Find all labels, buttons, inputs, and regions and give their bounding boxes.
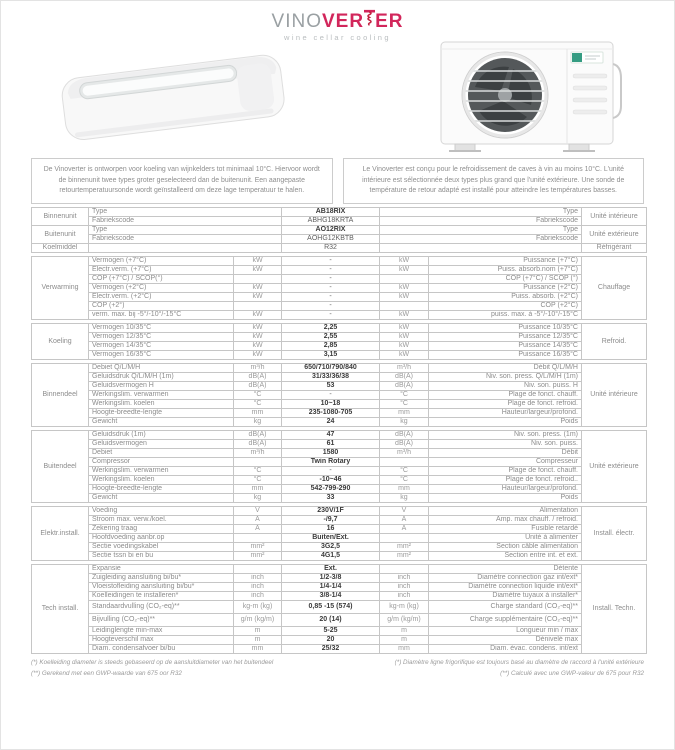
section-label-nl: Elektr.install.: [32, 507, 89, 561]
param-label-fr: Diamètre connection gaz int/ext*: [429, 574, 582, 583]
param-value: 10~18: [282, 400, 380, 409]
unit-fr: kW: [380, 324, 429, 333]
param-label-nl: COP (+2°): [89, 302, 234, 311]
param-value: Ext.: [282, 565, 380, 574]
param-label-fr: Type: [380, 226, 582, 235]
unit-fr: A: [380, 525, 429, 534]
unit-nl: kW: [234, 257, 282, 266]
param-label-nl: Werkingslim. koelen: [89, 400, 234, 409]
param-label-fr: Poids: [429, 418, 582, 427]
param-label-nl: Geluidsvermogen H: [89, 382, 234, 391]
unit-fr: °C: [380, 476, 429, 485]
param-label-fr: Détente: [429, 565, 582, 574]
param-label-nl: Gewicht: [89, 418, 234, 427]
unit-fr: kW: [380, 333, 429, 342]
param-value: -: [282, 284, 380, 293]
unit-fr: m: [380, 636, 429, 645]
param-value: 24: [282, 418, 380, 427]
section-label-fr: Unité extérieure: [582, 431, 647, 503]
unit-nl: mm: [234, 409, 282, 418]
param-label-nl: Fabriekscode: [89, 217, 282, 226]
unit-fr: °C: [380, 467, 429, 476]
param-value: -10~46: [282, 476, 380, 485]
unit-fr: kW: [380, 342, 429, 351]
param-label-nl: Koelleidingen te installeren*: [89, 592, 234, 601]
unit-fr: mm: [380, 645, 429, 654]
unit-fr: dB(A): [380, 382, 429, 391]
param-label-nl: Zekering traag: [89, 525, 234, 534]
param-label-nl: [89, 244, 282, 253]
param-label-nl: Compressor: [89, 458, 234, 467]
param-label-fr: Type: [380, 208, 582, 217]
param-label-fr: Section entre int. et ext.: [429, 552, 582, 561]
param-label-nl: Debiet: [89, 449, 234, 458]
unit-fr: [380, 534, 429, 543]
param-label-nl: verm. max. bij -5°/-10°/-15°C: [89, 311, 234, 320]
param-label-nl: Expansie: [89, 565, 234, 574]
footnote-line: (*) Koelleiding diameter is steeds gebaseerd op de aansluitdiameter van het buitendeel: [31, 659, 274, 666]
param-label-fr: Diamètre connection liquide int/ext*: [429, 583, 582, 592]
unit-nl: kg: [234, 418, 282, 427]
param-label-fr: Fusible retardé: [429, 525, 582, 534]
unit-nl: kW: [234, 342, 282, 351]
unit-nl: m³/h: [234, 364, 282, 373]
param-value: Twin Rotary: [282, 458, 380, 467]
param-value: AOHG12KBTB: [282, 235, 380, 244]
unit-nl: inch: [234, 592, 282, 601]
unit-nl: °C: [234, 391, 282, 400]
spec-section-table: [31, 323, 647, 360]
param-value: 542-799-290: [282, 485, 380, 494]
footnotes-dutch: [31, 657, 273, 680]
unit-nl: [234, 458, 282, 467]
unit-nl: dB(A): [234, 373, 282, 382]
unit-nl: [234, 302, 282, 311]
unit-fr: kW: [380, 257, 429, 266]
unit-nl: A: [234, 516, 282, 525]
unit-nl: kg: [234, 494, 282, 503]
unit-fr: kW: [380, 284, 429, 293]
param-value: 2,55: [282, 333, 380, 342]
product-images: [31, 35, 644, 155]
intro-section: [31, 158, 644, 204]
param-label-fr: Diamètre tuyaux à installer*: [429, 592, 582, 601]
param-value: 3/8-1/4: [282, 592, 380, 601]
param-value: AB18RIX: [282, 208, 380, 217]
param-label-fr: COP (+7°C) / SCOP (°): [429, 275, 582, 284]
param-value: -: [282, 266, 380, 275]
param-label-fr: Dénivelé max: [429, 636, 582, 645]
unit-fr: V: [380, 507, 429, 516]
param-value: -: [282, 302, 380, 311]
param-label-nl: Vermogen (+7°C): [89, 257, 234, 266]
footnotes: [31, 657, 644, 680]
param-value: AO12RIX: [282, 226, 380, 235]
param-label-fr: Plage de fonct. refroid.: [429, 400, 582, 409]
param-label-nl: Fabriekscode: [89, 235, 282, 244]
unit-fr: kW: [380, 293, 429, 302]
param-label-nl: Sectie tssn bi en bu: [89, 552, 234, 561]
param-label-fr: Puiss. absorb. (+2°C): [429, 293, 582, 302]
param-label-fr: Unité à alimenter: [429, 534, 582, 543]
param-label-fr: Fabriekscode: [380, 235, 582, 244]
param-value: 3,15: [282, 351, 380, 360]
unit-fr: °C: [380, 400, 429, 409]
param-label-fr: Puissance 14/35°C: [429, 342, 582, 351]
param-value: -/9,7: [282, 516, 380, 525]
param-label-fr: Puissance 16/35°C: [429, 351, 582, 360]
section-label-nl: Koeling: [32, 324, 89, 360]
unit-nl: mm: [234, 645, 282, 654]
section-label-fr: Chauffage: [582, 257, 647, 320]
param-label-fr: Longueur min / max: [429, 627, 582, 636]
unit-fr: [380, 565, 429, 574]
param-label-fr: Hauteur/largeur/profond.: [429, 409, 582, 418]
param-label-nl: Vermogen (+2°C): [89, 284, 234, 293]
param-label-fr: Puissance 12/35°C: [429, 333, 582, 342]
param-label-nl: Sectie voedingskabel: [89, 543, 234, 552]
section-label-nl: Binnendeel: [32, 364, 89, 427]
param-value: 1580: [282, 449, 380, 458]
unit-fr: kg-m (kg): [380, 601, 429, 614]
param-label-fr: Compresseur: [429, 458, 582, 467]
param-value: 650/710/790/840: [282, 364, 380, 373]
param-label-nl: Hoofdvoeding aanbr.op: [89, 534, 234, 543]
param-label-fr: Puiss. absorb.nom (+7°C): [429, 266, 582, 275]
param-label-fr: puiss. max. à -5°/-10°/-15°C: [429, 311, 582, 320]
param-label-fr: Niv. son. press. Q/L/M/H (1m): [429, 373, 582, 382]
unit-fr: mm²: [380, 552, 429, 561]
unit-fr: dB(A): [380, 440, 429, 449]
unit-fr: mm: [380, 409, 429, 418]
param-value: 25/32: [282, 645, 380, 654]
section-label-fr: Install. Techn.: [582, 565, 647, 654]
param-label-fr: Section câble alimentation: [429, 543, 582, 552]
intro-text-dutch: De Vinoverter is ontworpen voor koeling van wijnkelders tot minimaal 10°C. Hiervoor wordt de binnenunit twee types groter geselecteerd dan de buitenunit. Een aangepaste retourtemperatuursonde wordt geïnstalleerd om deze lage temperatuur te halen.: [31, 158, 333, 204]
spec-section-table: [31, 430, 647, 503]
unit-fr: kg: [380, 494, 429, 503]
unit-nl: mm²: [234, 543, 282, 552]
footnote-line: (*) Diamètre ligne frigorifique est toujours basé au diamètre de raccord à l'unité extérieure: [394, 659, 644, 666]
unit-fr: [380, 302, 429, 311]
unit-nl: dB(A): [234, 440, 282, 449]
param-label-nl: Geluidsdruk Q/L/M/H (1m): [89, 373, 234, 382]
param-label-nl: Gewicht: [89, 494, 234, 503]
param-value: 33: [282, 494, 380, 503]
unit-nl: inch: [234, 583, 282, 592]
param-value: 47: [282, 431, 380, 440]
unit-nl: °C: [234, 400, 282, 409]
unit-nl: m: [234, 627, 282, 636]
param-value: 53: [282, 382, 380, 391]
param-value: -: [282, 391, 380, 400]
unit-nl: kW: [234, 311, 282, 320]
footnotes-french: [395, 657, 644, 680]
param-label-nl: Geluidsdruk (1m): [89, 431, 234, 440]
unit-nl: kW: [234, 333, 282, 342]
unit-nl: mm²: [234, 552, 282, 561]
param-label-fr: Hauteur/largeur/profond.: [429, 485, 582, 494]
param-value: 4G1,5: [282, 552, 380, 561]
param-label-nl: Debiet Q/L/M/H: [89, 364, 234, 373]
param-label-nl: Vermogen 16/35°C: [89, 351, 234, 360]
param-value: 0,85 -15 (574): [282, 601, 380, 614]
param-label-nl: Standaardvulling (CO₂-eq)**: [89, 601, 234, 614]
unit-fr: m³/h: [380, 449, 429, 458]
param-label-fr: COP (+2°C): [429, 302, 582, 311]
param-label-fr: Plage de fonct. chauff.: [429, 391, 582, 400]
param-label-nl: COP (+7°C) / SCOP(°): [89, 275, 234, 284]
unit-fr: [380, 275, 429, 284]
unit-fr: mm: [380, 485, 429, 494]
unit-fr: mm²: [380, 543, 429, 552]
unit-nl: kW: [234, 284, 282, 293]
unit-fr: kW: [380, 311, 429, 320]
param-label-fr: Puissance (+7°C): [429, 257, 582, 266]
param-value: 2,25: [282, 324, 380, 333]
logo-subtitle: wine cellar cooling: [284, 33, 391, 42]
unit-fr: [380, 458, 429, 467]
section-label-fr: Refroid.: [582, 324, 647, 360]
param-value: 235-1080-705: [282, 409, 380, 418]
unit-nl: [234, 275, 282, 284]
section-label-nl: Buitendeel: [32, 431, 89, 503]
spec-tables: [31, 207, 644, 654]
section-label-nl: Verwarming: [32, 257, 89, 320]
section-label-nl: Koelmiddel: [32, 244, 89, 253]
param-label-fr: Charge standard (CO₂-eq)**: [429, 601, 582, 614]
param-value: -: [282, 311, 380, 320]
param-label-fr: Puissance (+2°C): [429, 284, 582, 293]
unit-nl: V: [234, 507, 282, 516]
param-label-nl: Bijvulling (CO₂-eq)**: [89, 614, 234, 627]
spec-section-table: [31, 207, 647, 253]
param-label-fr: Niv. son. press. (1m): [429, 431, 582, 440]
logo-text-er: ER: [375, 11, 404, 32]
unit-fr: dB(A): [380, 431, 429, 440]
param-label-fr: Amp. max chauff. / refroid.: [429, 516, 582, 525]
param-label-fr: Charge supplémentaire (CO₂-eq)**: [429, 614, 582, 627]
param-label-fr: [380, 244, 582, 253]
section-label-nl: Binnenunit: [32, 208, 89, 226]
param-value: 61: [282, 440, 380, 449]
param-label-nl: Werkingslim. verwarmen: [89, 467, 234, 476]
unit-nl: kW: [234, 266, 282, 275]
unit-nl: [234, 565, 282, 574]
param-value: 1/4-1/4: [282, 583, 380, 592]
unit-nl: kW: [234, 351, 282, 360]
unit-nl: m: [234, 636, 282, 645]
param-label-nl: Hoogte-breedte-lengte: [89, 409, 234, 418]
unit-nl: [234, 534, 282, 543]
param-label-nl: Werkingslim. koelen: [89, 476, 234, 485]
param-value: 16: [282, 525, 380, 534]
param-value: 230V/1F: [282, 507, 380, 516]
unit-nl: dB(A): [234, 382, 282, 391]
logo-text-vino: VINO: [271, 11, 322, 32]
param-label-fr: Puissance 10/35°C: [429, 324, 582, 333]
param-label-nl: Vermogen 14/35°C: [89, 342, 234, 351]
section-label-fr: Réfrigérant: [582, 244, 647, 253]
outdoor-unit-image: [419, 34, 634, 156]
logo-text-ver: VER: [321, 11, 365, 32]
unit-nl: g/m (kg/m): [234, 614, 282, 627]
unit-fr: m: [380, 627, 429, 636]
param-value: -: [282, 257, 380, 266]
param-label-nl: Electr.verm. (+2°C): [89, 293, 234, 302]
param-label-nl: Vermogen 12/35°C: [89, 333, 234, 342]
param-label-fr: Alimentation: [429, 507, 582, 516]
unit-nl: kW: [234, 324, 282, 333]
unit-fr: °C: [380, 391, 429, 400]
param-label-fr: Poids: [429, 494, 582, 503]
param-value: 20: [282, 636, 380, 645]
footnote-line: (**) Calculé avec une GWP-valeur de 675 pour R32: [500, 670, 644, 678]
unit-fr: inch: [380, 574, 429, 583]
indoor-unit-image: [41, 36, 311, 154]
section-label-fr: Install. électr.: [582, 507, 647, 561]
param-label-nl: Stroom max. verw./koel.: [89, 516, 234, 525]
unit-fr: kW: [380, 266, 429, 275]
param-label-nl: Werkingslim. verwarmen: [89, 391, 234, 400]
param-label-nl: Hoogteverschil max: [89, 636, 234, 645]
param-value: 5-25: [282, 627, 380, 636]
param-value: 2,85: [282, 342, 380, 351]
section-label-nl: Buitenunit: [32, 226, 89, 244]
param-label-nl: Zuigleiding aansluiting bi/bu*: [89, 574, 234, 583]
unit-fr: inch: [380, 592, 429, 601]
unit-fr: m³/h: [380, 364, 429, 373]
param-label-nl: Hoogte-breedte-lengte: [89, 485, 234, 494]
param-value: Buiten/Ext.: [282, 534, 380, 543]
section-label-fr: Unité intérieure: [582, 208, 647, 226]
spec-section-table: [31, 506, 647, 561]
param-label-fr: Débit Q/L/M/H: [429, 364, 582, 373]
param-label-fr: Débit: [429, 449, 582, 458]
param-value: 3G2,5: [282, 543, 380, 552]
param-value: 20 (14): [282, 614, 380, 627]
footnote-line: (**) Gerekend met een GWP-waarde van 675 oor R32: [31, 670, 182, 678]
param-label-fr: Niv. son. puiss. H: [429, 382, 582, 391]
param-label-fr: Diam. évac. condens. int/ext: [429, 645, 582, 654]
unit-nl: °C: [234, 467, 282, 476]
unit-nl: °C: [234, 476, 282, 485]
param-value: -: [282, 275, 380, 284]
unit-nl: inch: [234, 574, 282, 583]
param-value: 1/2-3/8: [282, 574, 380, 583]
param-label-nl: Electr.verm. (+7°C): [89, 266, 234, 275]
unit-fr: kg: [380, 418, 429, 427]
param-label-nl: Type: [89, 208, 282, 217]
unit-fr: dB(A): [380, 373, 429, 382]
intro-text-french: Le Vinoverter est conçu pour le refroidissement de caves à vin au moins 10°C. L'unité intérieure est sélectionnée deux types plus grand que l'unité extérieure. Une sonde de température de retour adapté est installé pour atteindre les températures basses.: [343, 158, 645, 204]
param-value: -: [282, 467, 380, 476]
param-label-nl: Vloeistofleiding aansluiting bi/bu*: [89, 583, 234, 592]
param-label-fr: Niv. son. puiss.: [429, 440, 582, 449]
unit-nl: dB(A): [234, 431, 282, 440]
unit-nl: A: [234, 525, 282, 534]
param-value: R32: [282, 244, 380, 253]
unit-nl: m³/h: [234, 449, 282, 458]
section-label-fr: Unité intérieure: [582, 364, 647, 427]
param-label-nl: Diam. condensafvoer bi/bu: [89, 645, 234, 654]
spec-section-table: [31, 363, 647, 427]
spec-section-table: [31, 564, 647, 654]
param-value: 31/33/36/38: [282, 373, 380, 382]
unit-nl: kW: [234, 293, 282, 302]
param-label-nl: Leidinglengte min-max: [89, 627, 234, 636]
unit-fr: A: [380, 516, 429, 525]
param-label-nl: Vermogen 10/35°C: [89, 324, 234, 333]
unit-fr: kW: [380, 351, 429, 360]
param-label-nl: Type: [89, 226, 282, 235]
unit-nl: mm: [234, 485, 282, 494]
param-value: ABHG18KRTA: [282, 217, 380, 226]
param-label-fr: Plage de fonct. chauff.: [429, 467, 582, 476]
unit-fr: g/m (kg/m): [380, 614, 429, 627]
brand-logo: [1, 1, 674, 42]
unit-fr: inch: [380, 583, 429, 592]
unit-nl: kg-m (kg): [234, 601, 282, 614]
spec-section-table: [31, 256, 647, 320]
param-label-nl: Geluidsvermogen: [89, 440, 234, 449]
param-label-nl: Voeding: [89, 507, 234, 516]
param-value: -: [282, 293, 380, 302]
param-label-fr: Fabriekscode: [380, 217, 582, 226]
section-label-nl: Tech install.: [32, 565, 89, 654]
param-label-fr: Plage de fonct. refroid..: [429, 476, 582, 485]
section-label-fr: Unité extérieure: [582, 226, 647, 244]
